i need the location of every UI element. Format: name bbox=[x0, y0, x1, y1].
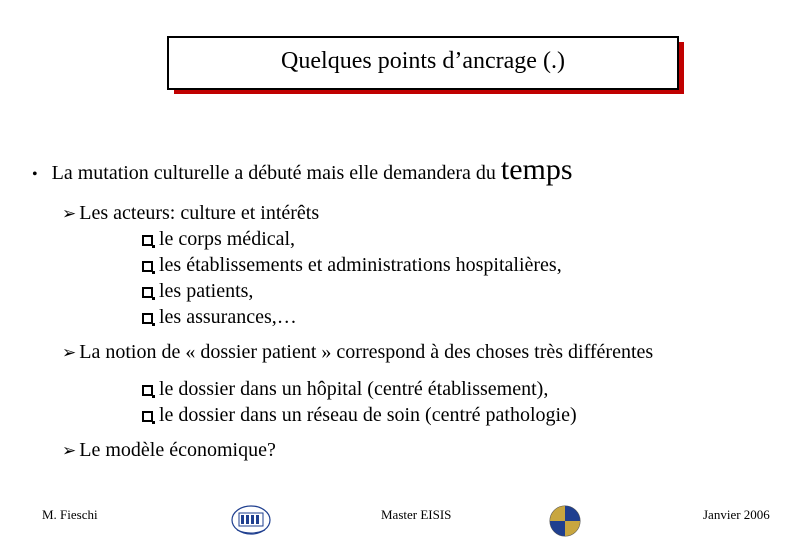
bullet-icon: • bbox=[32, 166, 38, 183]
section-heading-dossier bbox=[62, 340, 653, 365]
list-item bbox=[142, 403, 577, 427]
intro-text: La mutation culturelle a débuté mais elle demandera du bbox=[51, 162, 496, 184]
list-item bbox=[142, 377, 548, 401]
list-item-text: les patients, bbox=[159, 280, 254, 302]
section-heading-actors bbox=[62, 201, 319, 226]
list-item-text: le dossier dans un hôpital (centré établissement), bbox=[159, 378, 549, 400]
section-heading-text: La notion de « dossier patient » correspond à des choses très différentes bbox=[79, 341, 654, 363]
list-item bbox=[142, 279, 253, 303]
arrow-bullet-icon: ➢ bbox=[62, 343, 77, 363]
square-bullet-icon bbox=[142, 385, 153, 396]
section-heading-text: Les acteurs: culture et intérêts bbox=[79, 202, 320, 224]
list-item bbox=[142, 227, 295, 251]
arrow-bullet-icon: ➢ bbox=[62, 204, 77, 224]
square-bullet-icon bbox=[142, 411, 153, 422]
footer-date: Janvier 2006 bbox=[703, 507, 770, 522]
crest-logo-icon bbox=[549, 504, 581, 543]
slide-title: Quelques points d’ancrage (.) bbox=[167, 36, 679, 90]
list-item-text: le corps médical, bbox=[159, 228, 296, 250]
section-heading-text: Le modèle économique? bbox=[79, 439, 276, 461]
square-bullet-icon bbox=[142, 235, 153, 246]
square-bullet-icon bbox=[142, 313, 153, 324]
arrow-bullet-icon: ➢ bbox=[62, 441, 77, 461]
square-bullet-icon bbox=[142, 261, 153, 272]
list-item bbox=[142, 253, 562, 277]
list-item-text: les assurances,… bbox=[159, 306, 297, 328]
list-item-text: les établissements et administrations hospitalières, bbox=[159, 254, 562, 276]
list-item bbox=[142, 305, 297, 329]
intro-emphasis: temps bbox=[500, 153, 573, 186]
footer-author: M. Fieschi bbox=[42, 507, 98, 522]
list-item-text: le dossier dans un réseau de soin (centré pathologie) bbox=[159, 404, 577, 426]
footer-program: Master EISIS bbox=[381, 507, 452, 522]
intro-bullet bbox=[32, 153, 573, 187]
square-bullet-icon bbox=[142, 287, 153, 298]
university-logo-icon bbox=[230, 503, 272, 542]
section-heading-economic bbox=[62, 438, 276, 463]
